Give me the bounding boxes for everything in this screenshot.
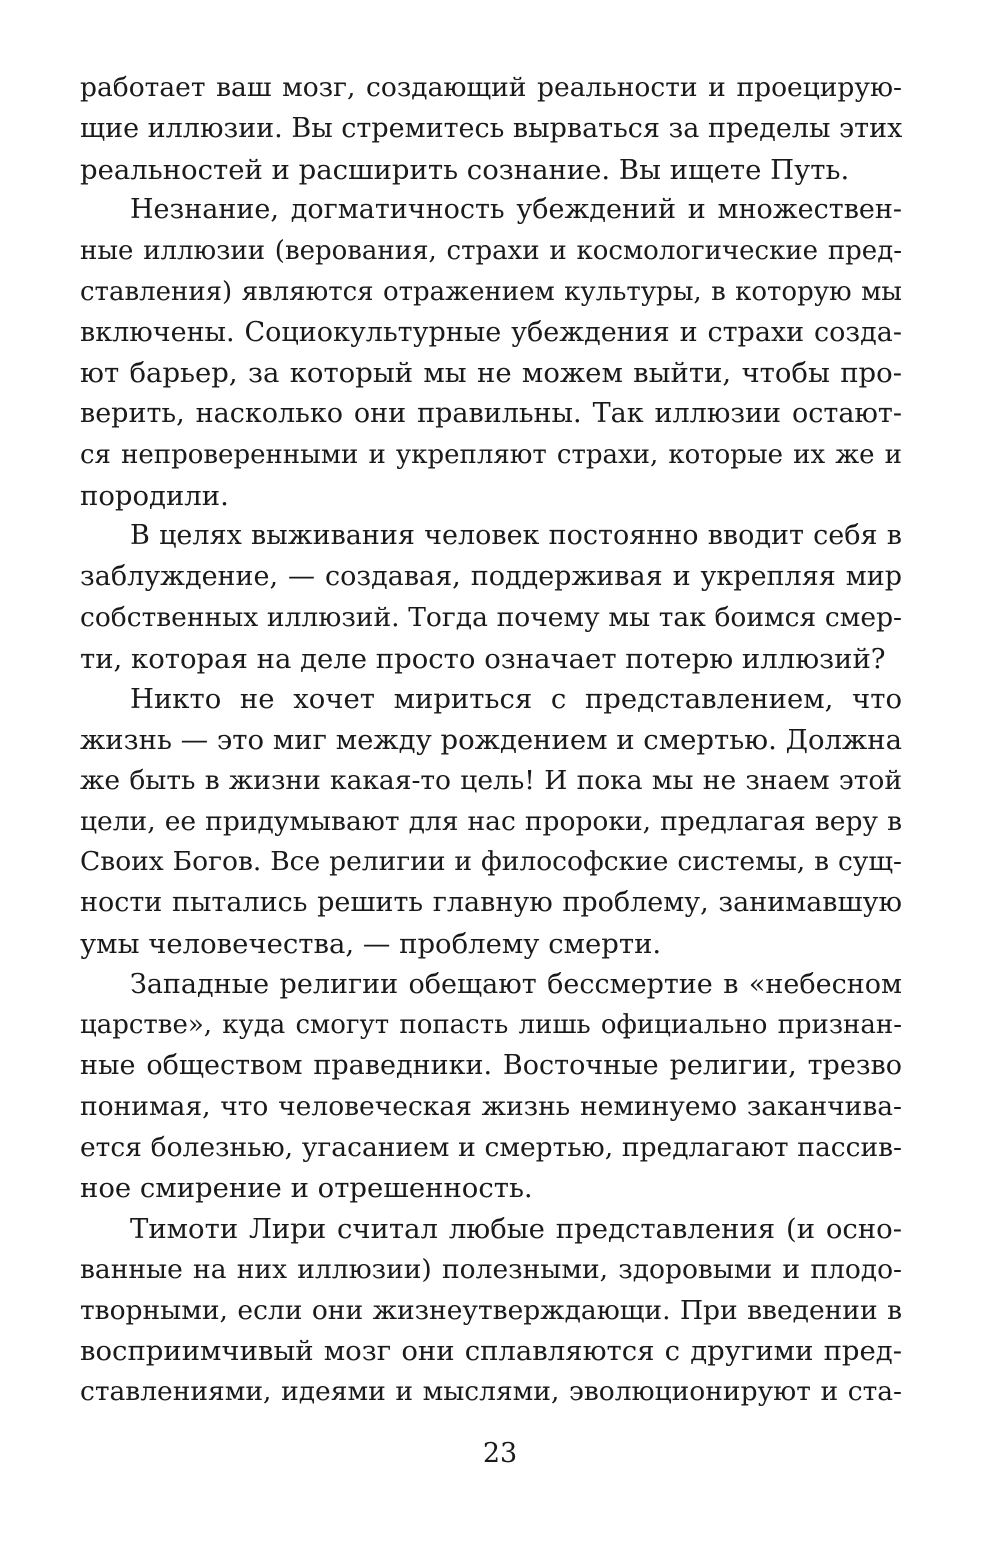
text-line: ванные на них иллюзии) полезными, здоровыми и плодо- <box>80 1253 902 1285</box>
text-line: Незнание, догматичность убеждений и множествен- <box>130 194 902 226</box>
text-line: породили. <box>80 479 229 512</box>
text-line: творными, если они жизнеутверждающи. При введении в <box>80 1294 902 1326</box>
text-line: Западные религии обещают бессмертие в «небесном <box>130 968 902 1000</box>
text-line: щие иллюзии. Вы стремитесь вырваться за пределы этих <box>80 112 902 144</box>
text-line: умы человечества, — проблему смерти. <box>80 927 662 960</box>
text-line: ти, которая на деле просто означает потерю иллюзий? <box>80 642 886 675</box>
text-line: понимая, что человеческая жизнь неминуемо заканчива- <box>80 1090 902 1122</box>
text-line: цели, ее придумывают для нас пророки, предлагая веру в <box>80 805 902 837</box>
text-line: ют барьер, за который мы не можем выйти, чтобы про- <box>80 357 902 390</box>
page-number: 23 <box>482 1438 518 1469</box>
text-line: восприимчивый мозг они сплавляются с другими пред- <box>80 1335 902 1368</box>
text-line: Своих Богов. Все религии и философские системы, в сущ- <box>80 846 902 878</box>
text-line: ется болезнью, угасанием и смертью, предлагают пассив- <box>80 1131 902 1163</box>
text-line: ставлениями, идеями и мыслями, эволюционируют и ста- <box>80 1376 902 1407</box>
text-line: ные иллюзии (верования, страхи и космологические пред- <box>80 236 902 266</box>
text-line: работает ваш мозг, создающий реальности и проецирую- <box>80 72 902 103</box>
text-line: жизнь — это миг между рождением и смертью. Должна <box>80 724 902 756</box>
text-line: царстве», куда смогут попасть лишь официально признан- <box>80 1010 902 1041</box>
text-line: ные обществом праведники. Восточные религии, трезво <box>80 1050 902 1081</box>
text-line: ное смирение и отрешенность. <box>80 1172 533 1205</box>
text-line: ся непроверенными и укрепляют страхи, которые их же и <box>80 439 902 470</box>
text-line: ности пытались решить главную проблему, занимавшую <box>80 887 902 918</box>
text-line: собственных иллюзий. Тогда почему мы так боимся смер- <box>80 601 902 633</box>
text-line: В целях выживания человек постоянно вводит себя в <box>130 520 902 552</box>
text-line: заблуждение, — создавая, поддерживая и укрепляя мир <box>80 561 902 592</box>
text-line: включены. Социокультурные убеждения и страхи созда- <box>80 316 902 348</box>
text-line: ставления) являются отражением культуры, в которую мы <box>80 276 902 307</box>
text-line: Никто не хочет мириться с представлением, что <box>130 683 902 716</box>
body-text <box>80 68 902 1413</box>
text-line: верить, насколько они правильны. Так иллюзии остают- <box>80 398 902 429</box>
text-line: же быть в жизни какая-то цель! И пока мы не знаем этой <box>80 764 902 796</box>
text-line: реальностей и расширить сознание. Вы ищете Путь. <box>80 153 850 186</box>
text-line: Тимоти Лири считал любые представления (и осно- <box>130 1213 902 1245</box>
